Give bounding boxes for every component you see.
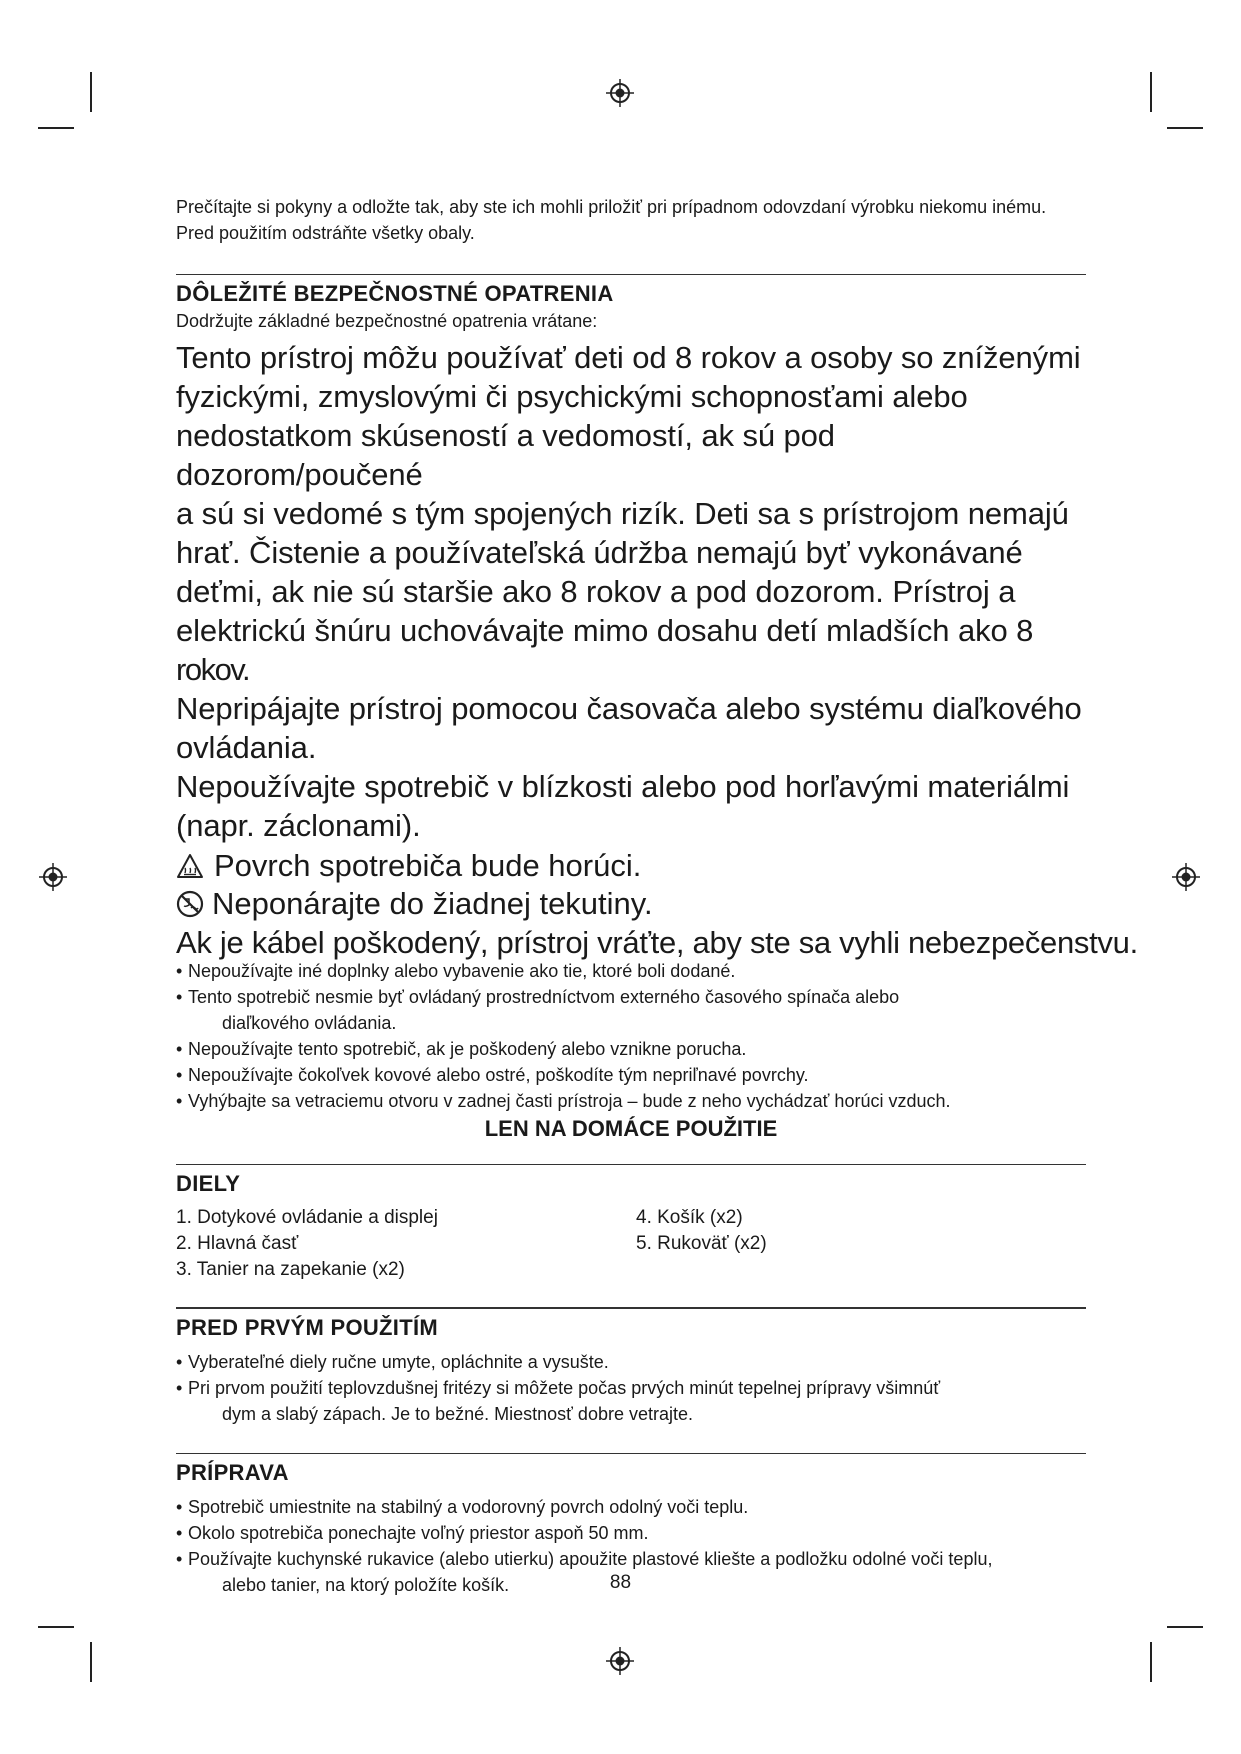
bullet-text: Okolo spotrebiča ponechajte voľný priestor aspoň 50 mm. xyxy=(188,1523,649,1543)
bullet-text-continued: dym a slabý zápach. Je to bežné. Miestnosť dobre vetrajte. xyxy=(222,1404,693,1424)
preparation-heading: PRÍPRAVA xyxy=(176,1460,289,1485)
household-use-heading: LEN NA DOMÁCE POUŽITIE xyxy=(484,1116,778,1141)
text-line: fyzickými, zmyslovými či psychickými schopnosťami alebo xyxy=(176,379,968,414)
bullet-text: Spotrebič umiestnite na stabilný a vodorovný povrch odolný voči teplu. xyxy=(188,1497,749,1517)
crop-mark xyxy=(1150,72,1152,112)
crop-mark xyxy=(90,1642,92,1682)
bullet-text: Nepoužívajte čokoľvek kovové alebo ostré, poškodíte tým nepriľnavé povrchy. xyxy=(188,1065,809,1085)
list-item xyxy=(176,1036,1086,1062)
registration-mark-icon xyxy=(38,862,68,892)
list-item xyxy=(176,1088,1086,1114)
no-immersion-warning xyxy=(176,885,1086,923)
list-item: 1. Dotykové ovládanie a displej xyxy=(176,1207,438,1228)
crop-mark xyxy=(1167,1626,1203,1628)
text-line: a sú si vedomé s tým spojených rizík. Deti sa s prístrojom nemajú xyxy=(176,496,1069,531)
list-item xyxy=(176,1062,1086,1088)
parts-list xyxy=(176,1205,1086,1283)
section-divider xyxy=(176,1164,1086,1165)
list-item xyxy=(176,1494,1086,1520)
text-line: ovládania. xyxy=(176,730,317,765)
safety-bullet-list xyxy=(176,958,1086,1114)
first-use-bullet-list xyxy=(176,1349,1086,1427)
bullet-text: Vyberateľné diely ručne umyte, opláchnite a vysušte. xyxy=(188,1352,609,1372)
text-line: hrať. Čistenie a používateľská údržba nemajú byť vykonávané xyxy=(176,535,1023,570)
section-divider xyxy=(176,274,1086,275)
safety-paragraph-3 xyxy=(176,767,1086,845)
parts-column-right xyxy=(636,1205,767,1283)
list-item xyxy=(176,1375,1086,1427)
text-line: rokov. xyxy=(176,652,250,687)
bullet-text: Pri prvom použití teplovzdušnej fritézy si môžete počas prvých minút tepelnej prípravy všimnúť xyxy=(188,1378,941,1398)
crop-mark xyxy=(90,72,92,112)
bullet-text-continued: diaľkového ovládania. xyxy=(222,1013,397,1033)
list-item xyxy=(176,1349,1086,1375)
safety-paragraph-2 xyxy=(176,689,1086,767)
registration-mark-icon xyxy=(605,1646,635,1676)
list-item: 3. Tanier na zapekanie (x2) xyxy=(176,1259,405,1280)
text-line: elektrickú šnúru uchovávajte mimo dosahu detí mladších ako 8 xyxy=(176,613,1034,648)
section-divider xyxy=(176,1307,1086,1309)
text-line: Tento prístroj môžu používať deti od 8 rokov a osoby so zníženými xyxy=(176,340,1081,375)
intro-text: Prečítajte si pokyny a odložte tak, aby ste ich mohli priložiť pri prípadnom odovzdaní výrobku niekomu inému. Pred použitím odstráňte všetky obaly. xyxy=(176,197,1047,243)
hot-surface-warning-icon xyxy=(176,853,204,879)
crop-mark xyxy=(1167,127,1203,129)
safety-paragraph-1 xyxy=(176,338,1086,689)
safety-heading: DÔLEŽITÉ BEZPEČNOSTNÉ OPATRENIA xyxy=(176,281,614,306)
list-item: 5. Rukoväť (x2) xyxy=(636,1233,767,1254)
parts-column-left xyxy=(176,1205,636,1283)
list-item xyxy=(176,984,1086,1036)
bullet-text-continued: alebo tanier, na ktorý položíte košík. xyxy=(222,1575,510,1595)
safety-subheading: Dodržujte základné bezpečnostné opatrenia vrátane: xyxy=(176,311,598,331)
page-number: 88 xyxy=(609,1572,632,1593)
list-item xyxy=(176,958,1086,984)
bullet-text: Nepoužívajte iné doplnky alebo vybavenie ako tie, ktoré boli dodané. xyxy=(188,961,736,981)
text-line: (napr. záclonami). xyxy=(176,808,421,843)
list-item xyxy=(176,1520,1086,1546)
registration-mark-icon xyxy=(605,78,635,108)
page-content xyxy=(176,194,1138,1598)
hot-surface-warning xyxy=(176,847,1086,885)
bullet-text: Tento spotrebič nesmie byť ovládaný prostredníctvom externého časového spínača alebo xyxy=(188,987,900,1007)
first-use-heading: PRED PRVÝM POUŽITÍM xyxy=(176,1315,438,1340)
hot-surface-text: Povrch spotrebiča bude horúci. xyxy=(214,848,642,883)
text-line: Nepoužívajte spotrebič v blízkosti alebo pod horľavými materiálmi xyxy=(176,769,1070,804)
no-immersion-text: Neponárajte do žiadnej tekutiny. xyxy=(212,886,653,921)
crop-mark xyxy=(38,1626,74,1628)
registration-mark-icon xyxy=(1171,862,1201,892)
list-item: 4. Košík (x2) xyxy=(636,1207,743,1228)
bullet-text: Nepoužívajte tento spotrebič, ak je poškodený alebo vznikne porucha. xyxy=(188,1039,747,1059)
crop-mark xyxy=(1150,1642,1152,1682)
no-immersion-icon xyxy=(176,890,204,918)
damaged-cable-text: Ak je kábel poškodený, prístroj vráťte, aby ste sa vyhli nebezpečenstvu. xyxy=(176,925,1138,960)
parts-heading: DIELY xyxy=(176,1171,241,1196)
section-divider xyxy=(176,1453,1086,1454)
bullet-text: Vyhýbajte sa vetraciemu otvoru v zadnej časti prístroja – bude z neho vychádzať horúci vzduch. xyxy=(188,1091,951,1111)
bullet-text: Používajte kuchynské rukavice (alebo utierku) apoužite plastové kliešte a podložku odolné voči teplu, xyxy=(188,1549,993,1569)
text-line: nedostatkom skúseností a vedomostí, ak sú pod dozorom/poučené xyxy=(176,418,835,492)
list-item: 2. Hlavná časť xyxy=(176,1233,299,1254)
crop-mark xyxy=(38,127,74,129)
text-line: deťmi, ak nie sú staršie ako 8 rokov a pod dozorom. Prístroj a xyxy=(176,574,1016,609)
text-line: Nepripájajte prístroj pomocou časovača alebo systému diaľkového xyxy=(176,691,1082,726)
